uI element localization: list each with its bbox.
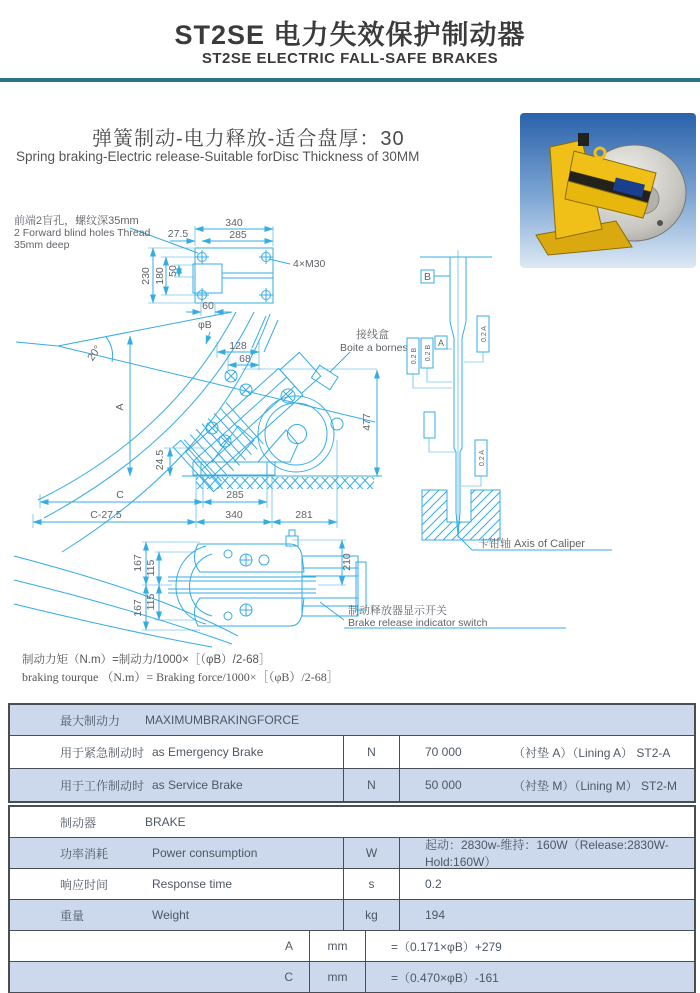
table-row [10,768,694,801]
brake-top-bolt [578,133,589,146]
ground-hatch [196,477,374,489]
row-label-cn: 重量 [60,908,85,923]
braking-force-table [8,703,696,803]
torque-formula-en: braking tourque （N.m）= Braking force/1000×［（φB）/2-68］ [22,670,339,684]
brake-spec-table [8,805,696,993]
unit-cell: kg [343,900,400,930]
gdt-frame-2: 0.2 B [425,344,432,362]
engineering-drawing [0,200,700,648]
shaft-view [407,250,612,550]
unit-cell: W [343,838,400,868]
dim-115-bottom: 115 [145,593,157,611]
row-label-en: Power consumption [152,846,258,860]
dim-60: 60 [202,300,214,312]
blind-hole-note-en1: 2 Forward blind holes Thread [14,227,151,239]
dim-68: 68 [239,353,251,365]
row-label-cn: 响应时间 [60,877,109,892]
row-label-en: as Service Brake [152,778,243,792]
dim-477: 477 [361,413,373,431]
table-row [10,868,694,899]
header-cn: 最大制动力 [60,713,121,728]
dim-115-top: 115 [145,559,157,577]
dim-340-main: 340 [225,509,243,521]
gdt-frame-4: 0.2 A [479,450,486,466]
value-cell: 50 000 [425,778,462,792]
dim-167-bottom: 167 [132,599,144,617]
header-cn: 制动器 [60,815,97,830]
unit-cell: mm [309,931,366,961]
junction-box-label-fr: Boite a bornes [340,342,408,354]
table-row [10,735,694,768]
header-en: MAXIMUMBRAKINGFORCE [145,713,300,727]
header-en: BRAKE [145,815,186,829]
dim-letter-cell: C [284,970,293,984]
row-label-cn: 用于紧急制动时 [60,745,145,760]
blind-hole-note-en2: 35mm deep [14,239,70,251]
datum-a-label: A [437,338,445,348]
row-label-en: as Emergency Brake [152,745,264,759]
section-heading-cn: 弹簧制动-电力释放-适合盘厚：30 [92,128,405,150]
value-cell: 0.2 [425,877,442,891]
shaft-socket-hatch [422,490,500,540]
value-cell: 起动：2830w-维持：160W（Release:2830W-Hold:160W） [425,838,669,869]
table-row [10,899,694,930]
value-cell: =（0.171×φB）+279 [391,939,502,954]
divider-rule [0,78,700,82]
dim-letter-cell: A [284,939,293,953]
unit-cell: N [343,736,400,768]
dim-180: 180 [154,267,166,285]
value-cell: 70 000 [425,745,462,759]
plate-bolts [195,250,273,302]
top-view-bolts [224,550,269,620]
gdt-frame-3: 0.2 A [481,326,488,342]
row-label-cn: 功率消耗 [60,846,109,861]
label-20deg: 20° [85,343,105,364]
torque-formula-cn: 制动力矩（N.m）=制动力/1000×［（φB）/2-68］ [22,654,271,666]
value-cell: 194 [425,908,446,922]
gusset-right [258,430,298,462]
note-cell: （衬垫 M）（Lining M） ST2-M [513,778,678,793]
release-switch-label-en: Brake release indicator switch [348,617,488,629]
dim-340-top: 340 [225,217,243,229]
value-cell: =（0.470×φB）-161 [391,970,499,985]
page-title: ST2SE 电力失效保护制动器 [174,20,526,50]
row-label-en: Weight [152,908,190,922]
table-row [10,961,694,992]
dim-285-main: 285 [226,489,244,501]
gdt-frame-1: 0.2 B [411,347,418,365]
dim-167-top: 167 [132,554,144,572]
dim-50: 50 [167,265,179,277]
blind-hole-note-cn: 前端2盲孔，螺纹深35mm [14,215,139,227]
dim-285-top: 285 [229,229,247,241]
unit-cell: mm [309,962,366,992]
unit-cell: s [343,869,400,899]
section-heading-en: Spring braking-Electric release-Suitable forDisc Thickness of 30MM [16,149,420,164]
dim-24-5: 24.5 [154,449,166,471]
dim-a: A [114,403,126,411]
table-row [10,930,694,961]
unit-cell: N [343,769,400,801]
dim-230: 230 [140,267,152,285]
dim-27-5: 27.5 [167,228,189,240]
caliper-assembly [173,342,330,492]
label-phi-b: φB [198,319,212,331]
bolt-spec-label: 4×M30 [293,258,326,270]
dim-281: 281 [295,509,313,521]
datum-b-label: B [423,271,432,283]
row-label-en: Response time [152,877,233,891]
dim-c-27-5: C-27.5 [90,509,122,521]
table-row [10,837,694,868]
release-switch-label-cn: 制动释放器显示开关 [348,605,447,617]
main-view [14,312,408,647]
plate-view [14,213,326,316]
dim-128: 128 [229,340,247,352]
junction-box-label-cn: 接线盒 [356,329,389,341]
dim-210: 210 [341,553,353,571]
table-row [10,705,694,735]
dim-c: C [116,489,124,501]
note-cell: （衬垫 A）（Lining A） ST2-A [513,745,671,760]
table-row [10,807,694,837]
axis-of-caliper-label: 卡钳轴 Axis of Caliper [478,538,585,550]
row-label-cn: 用于工作制动时 [60,778,145,793]
page-subtitle: ST2SE ELECTRIC FALL-SAFE BRAKES [201,50,499,67]
